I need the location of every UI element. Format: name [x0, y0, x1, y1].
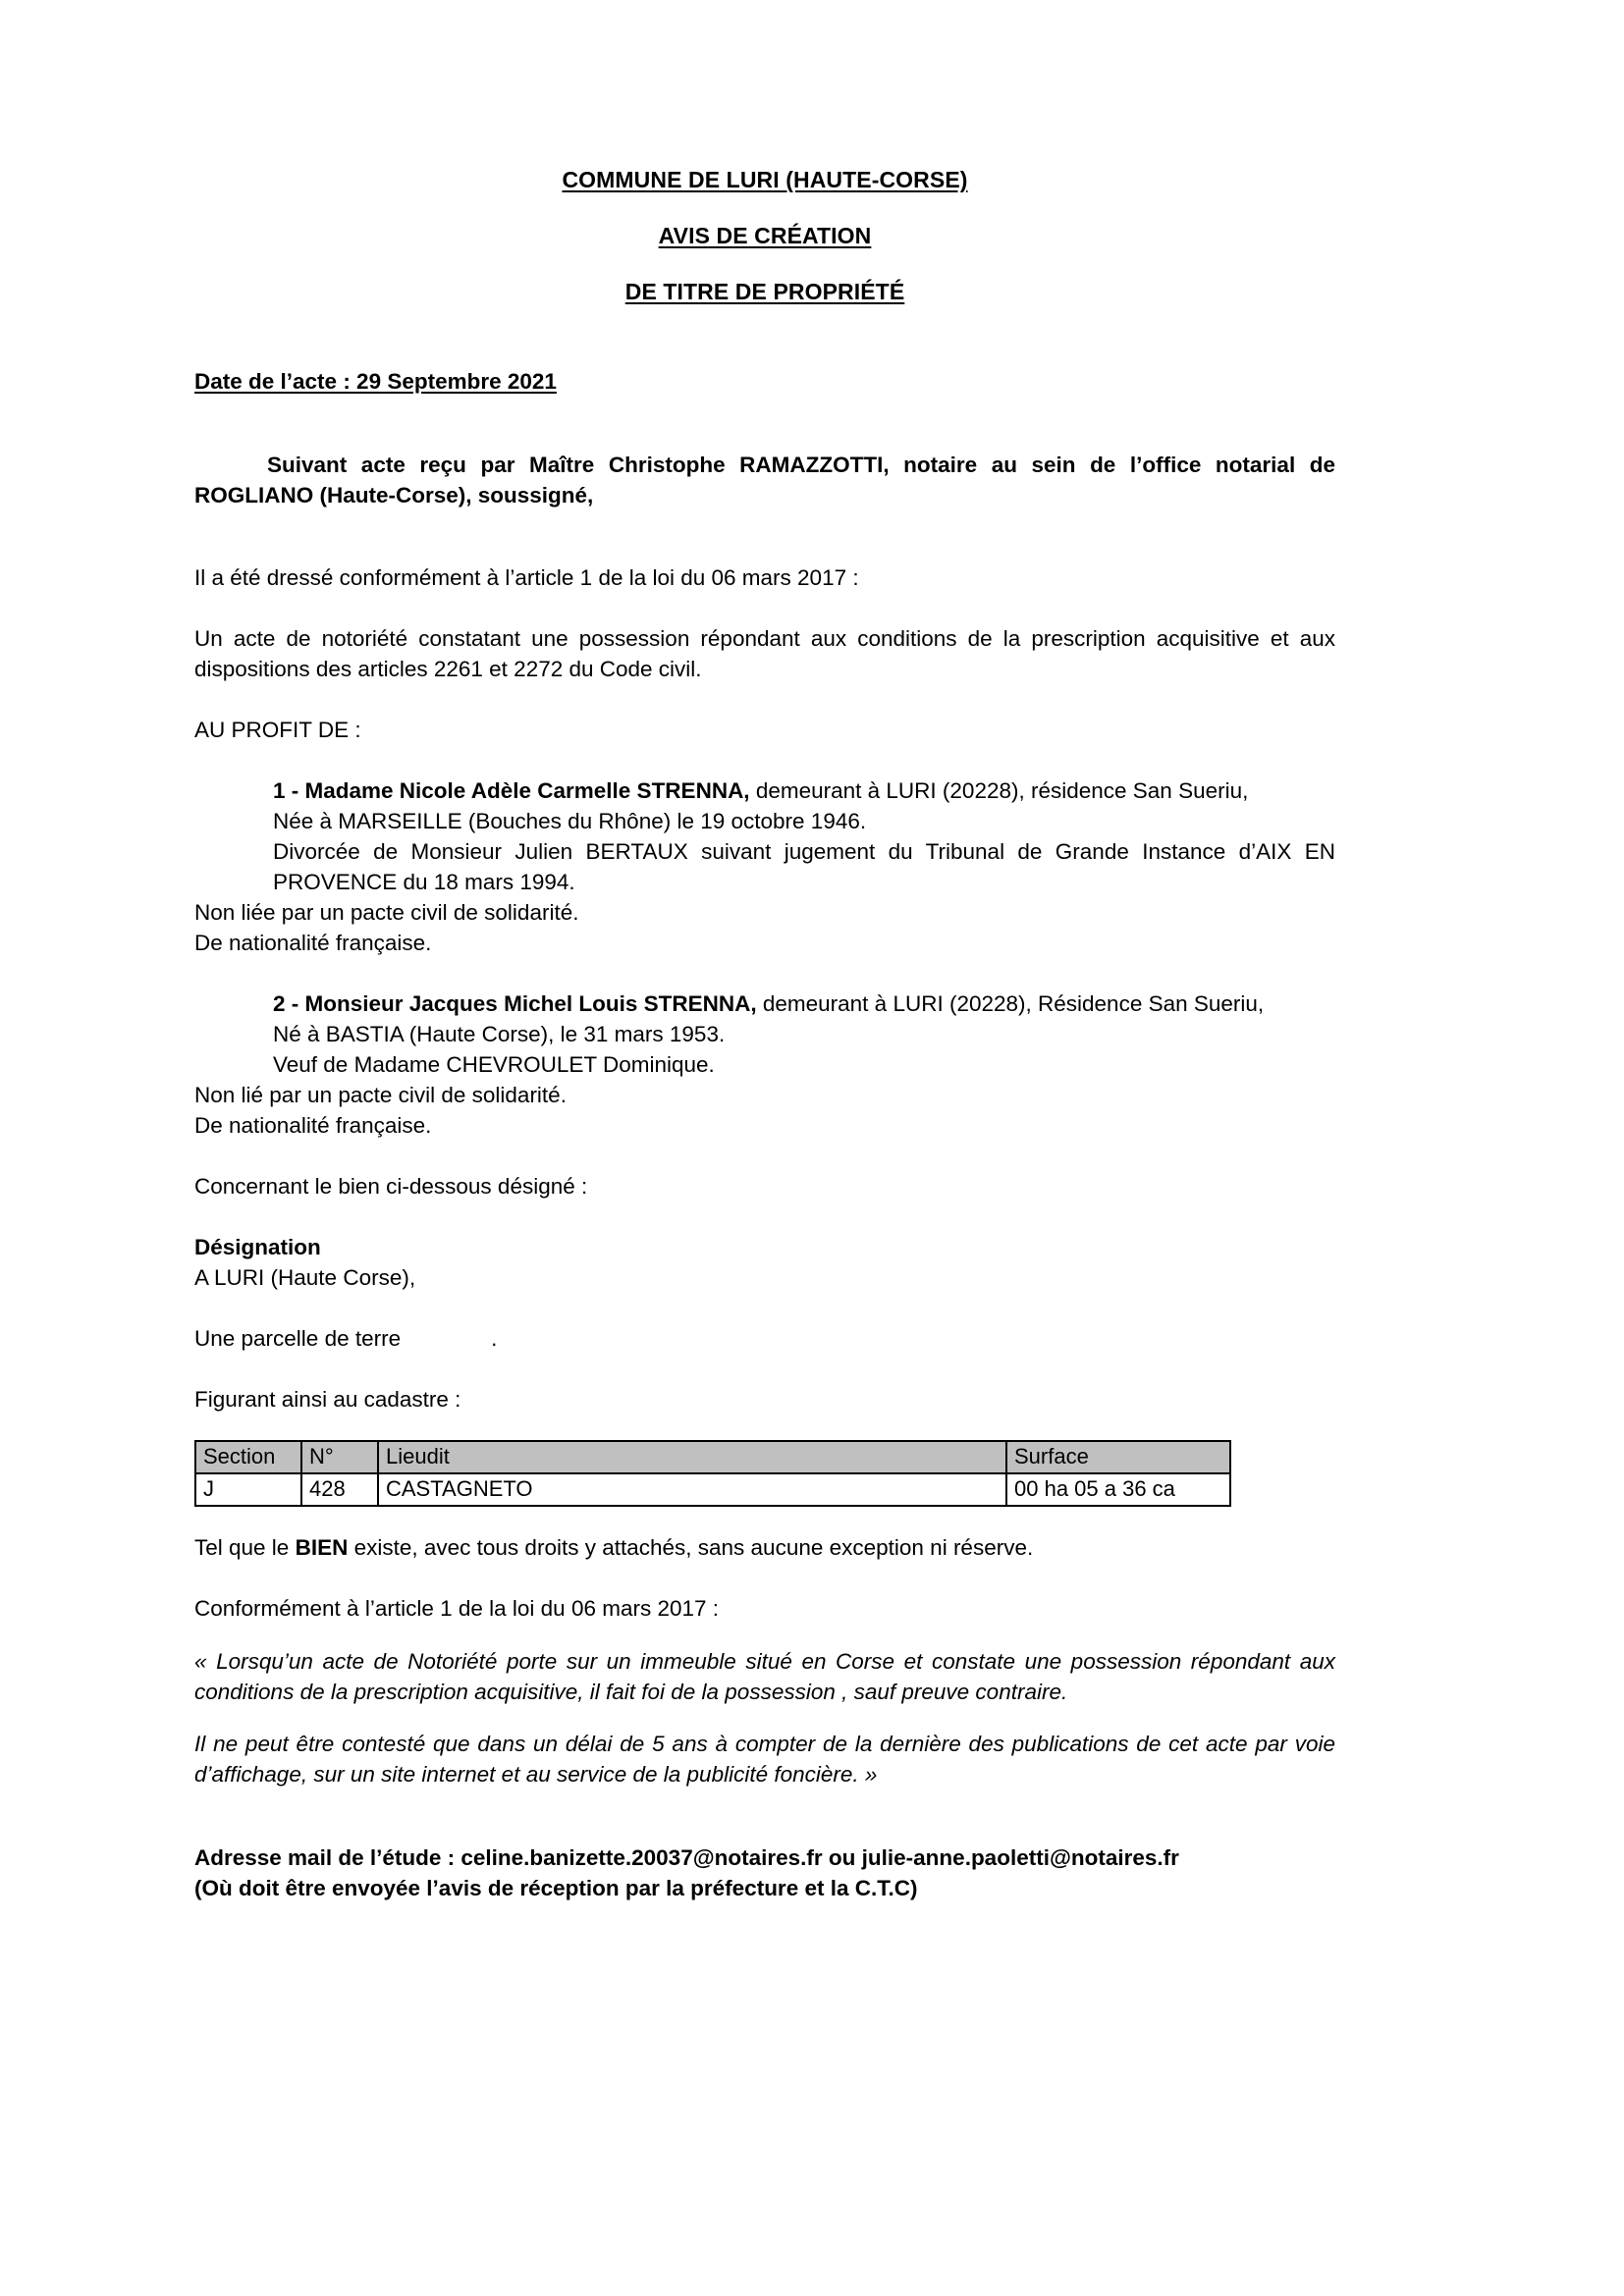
spacer: [194, 1507, 1335, 1532]
person-1-name: 1 - Madame Nicole Adèle Carmelle STRENNA,: [273, 778, 750, 803]
column-header-section: Section: [195, 1441, 301, 1473]
person-2-pacs-line: [194, 1080, 1335, 1110]
person-2-nationality: De nationalité française.: [194, 1113, 432, 1138]
paragraph-conformement-2: Conformément à l’article 1 de la loi du 06 mars 2017 :: [194, 1596, 720, 1621]
designation-location: A LURI (Haute Corse),: [194, 1265, 416, 1290]
document-header: [194, 167, 1335, 305]
column-header-numero: N°: [301, 1441, 378, 1473]
heading-commune: [194, 167, 1335, 193]
person-block-2: [273, 988, 1335, 1019]
spacer: [194, 745, 1335, 775]
cadastre-table-body: [195, 1473, 1230, 1506]
person-2-civil-status: Veuf de Madame CHEVROULET Dominique.: [273, 1052, 715, 1077]
spacer: [194, 397, 1335, 427]
spacer: [194, 1201, 1335, 1232]
spacer: [194, 193, 1335, 223]
person-1-pacs: Non liée par un pacte civil de solidarité.: [194, 900, 579, 925]
spacer: [194, 532, 1335, 562]
person-2-civil-status-line: [273, 1049, 1335, 1080]
person-2-residence: demeurant à LURI (20228), Résidence San Sueriu,: [756, 991, 1265, 1016]
study-email-line: Adresse mail de l’étude : celine.banizette.20037@notaires.fr ou julie-anne.paoletti@notaires.fr: [194, 1844, 1179, 1870]
spacer: [194, 1141, 1335, 1171]
designation-heading: Désignation: [194, 1235, 321, 1259]
person-2-nationality-line: [194, 1110, 1335, 1141]
person-1-nationality: De nationalité française.: [194, 931, 432, 955]
spacer: [194, 1415, 1335, 1432]
heading-titre-propriete-text: DE TITRE DE PROPRIÉTÉ: [624, 279, 905, 304]
person-2-pacs: Non lié par un pacte civil de solidarité.: [194, 1083, 567, 1107]
spacer: [194, 1354, 1335, 1384]
designation-parcelle-line: [194, 1323, 1335, 1354]
person-1-civil-status-line: [273, 836, 1335, 897]
person-2-name: 2 - Monsieur Jacques Michel Louis STRENNA,: [273, 991, 757, 1016]
cell-surface: 00 ha 05 a 36 ca: [1006, 1473, 1230, 1506]
au-profit-de-label: AU PROFIT DE :: [194, 718, 361, 742]
cell-lieudit: CASTAGNETO: [378, 1473, 1006, 1506]
paragraph-conformement: Il a été dressé conformément à l’article 1 de la loi du 06 mars 2017 :: [194, 565, 859, 590]
person-1-residence: demeurant à LURI (20228), résidence San Sueriu,: [749, 778, 1249, 803]
date-of-act: [194, 366, 1335, 397]
cadastre-table: [194, 1440, 1231, 1507]
spacer: [194, 1563, 1335, 1593]
spacer: [194, 249, 1335, 279]
paragraph-tel-que-bien: [194, 1532, 1335, 1563]
person-1-birth: Née à MARSEILLE (Bouches du Rhône) le 19 octobre 1946.: [273, 809, 867, 833]
paragraph-notoriete: Un acte de notoriété constatant une possession répondant aux conditions de la prescription acquisitive et aux dispositions des articles 2261 et 2272 du Code civil.: [194, 626, 1335, 681]
person-1-civil-status: Divorcée de Monsieur Julien BERTAUX suivant jugement du Tribunal de Grande Instance d’AIX EN PROVENCE du 18 mars 1994.: [273, 839, 1335, 894]
heading-commune-text: COMMUNE DE LURI (HAUTE-CORSE): [562, 167, 968, 192]
spacer: [194, 305, 1335, 366]
legal-quote-paragraph-2: Il ne peut être contesté que dans un délai de 5 ans à compter de la dernière des publications de cet acte par voie d’affichage, sur un site internet et au service de la publicité foncière. »: [194, 1732, 1335, 1787]
cell-section: J: [195, 1473, 301, 1506]
tel-que-suffix: existe, avec tous droits y attachés, sans aucune exception ni réserve.: [348, 1535, 1034, 1560]
spacer: [194, 1812, 1335, 1842]
tel-que-prefix: Tel que le: [194, 1535, 296, 1560]
person-block-1: [273, 775, 1335, 806]
column-header-lieudit: Lieudit: [378, 1441, 1006, 1473]
study-email-note: (Où doit être envoyée l’avis de réception par la préfecture et la C.T.C): [194, 1875, 918, 1900]
heading-avis: [194, 223, 1335, 249]
spacer: [194, 684, 1335, 715]
cadastre-table-head: [195, 1441, 1230, 1473]
designation-parcelle-end: .: [491, 1326, 498, 1351]
person-1-nationality-line: [194, 928, 1335, 958]
figurant-cadastre-label: Figurant ainsi au cadastre :: [194, 1387, 461, 1412]
person-1-birth-line: [273, 806, 1335, 836]
table-header-row: [195, 1441, 1230, 1473]
heading-avis-text: AVIS DE CRÉATION: [658, 223, 872, 248]
date-of-act-text: Date de l’acte : 29 Septembre 2021: [194, 369, 557, 394]
person-1-pacs-line: [194, 897, 1335, 928]
intro-paragraph: Suivant acte reçu par Maître Christophe RAMAZZOTTI, notaire au sein de l’office notarial de ROGLIANO (Haute-Corse), soussigné,: [194, 452, 1335, 507]
spacer: [194, 1293, 1335, 1323]
spacer: [194, 593, 1335, 623]
person-2-birth: Né à BASTIA (Haute Corse), le 31 mars 1953.: [273, 1022, 726, 1046]
person-2-birth-line: [273, 1019, 1335, 1049]
table-row: [195, 1473, 1230, 1506]
paragraph-concernant: Concernant le bien ci-dessous désigné :: [194, 1174, 588, 1199]
bien-keyword: BIEN: [295, 1535, 349, 1560]
legal-quote-paragraph-1: « Lorsqu’un acte de Notoriété porte sur un immeuble situé en Corse et constate une possession répondant aux conditions de la prescription acquisitive, il fait foi de la possession , sauf preuve contraire.: [194, 1648, 1335, 1704]
designation-parcelle: Une parcelle de terre: [194, 1326, 402, 1351]
heading-titre-propriete: [194, 279, 1335, 305]
column-header-surface: Surface: [1006, 1441, 1230, 1473]
cell-numero: 428: [301, 1473, 378, 1506]
spacer: [194, 958, 1335, 988]
document-content: [194, 167, 1335, 1903]
